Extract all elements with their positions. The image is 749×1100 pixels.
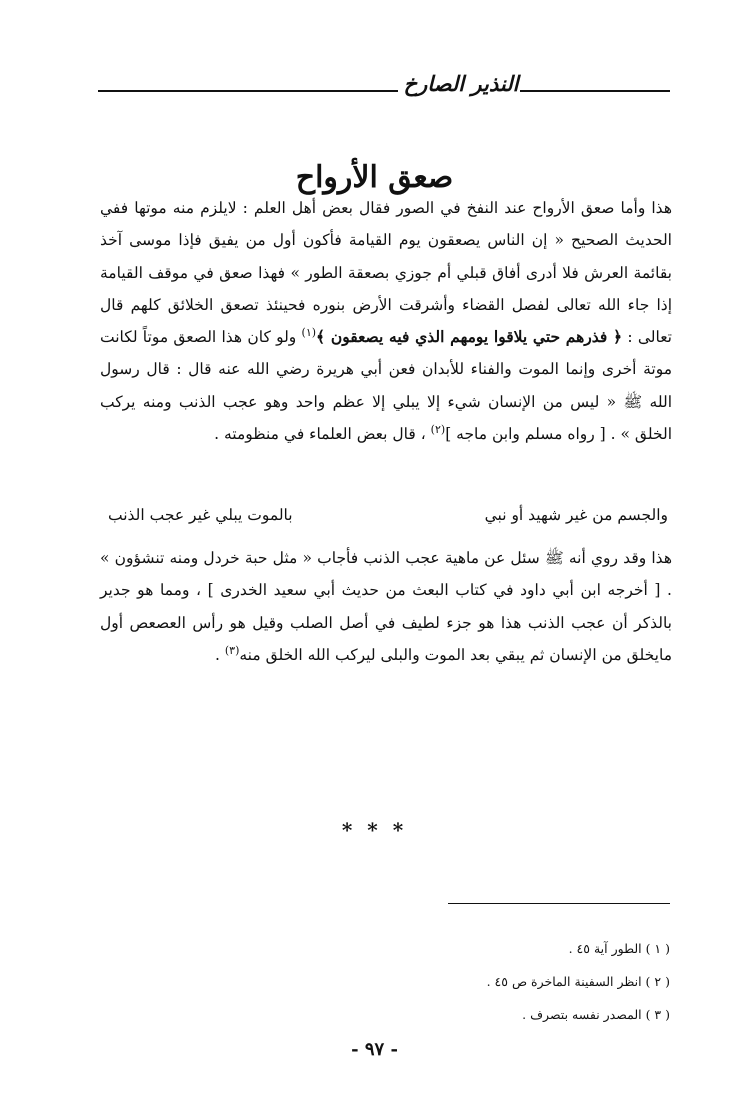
running-header-title: النذير الصارخ (403, 71, 519, 96)
footnotes (370, 932, 670, 1031)
verse-first-hemistich: والجسم من غير شهيد أو نبي (484, 506, 668, 524)
footnote-marker-2: (٢) (430, 422, 446, 436)
paragraph-1-text-a: هذا وأما صعق الأرواح عند النفخ في الصور فقال بعض أهل العلم : لايلزم منه موتها ففي الحديث الصحيح « إن الناس يصعقون يوم القيامة فأكون أول من يفيق فإذا موسى آخذ بقائمة العرش فلا أدرى أفاق قبلي أم جوزي بصعقة الطور » فهذا صعق في موقف القيامة إذا جاء الله تعالى لفصل القضاء وأشرقت الأرض بنوره فحينئذ تصعق الخلائق كلهم قال تعالى : (100, 199, 672, 347)
poem-verse (108, 499, 668, 531)
second-paragraph (100, 542, 672, 671)
paragraph-1-text-b: ولو كان هذا الصعق موتاً لكانت موتة أخرى وإنما الموت والفناء للأبدان فعن أبي هريرة رضي الله عنه قال : قال رسول الله ﷺ « ليس من الإنسان شيء إلا يبلي إلا عظم واحد وهو عجب الذنب ومنه يركب الخلق » . [ رواه مسلم وابن ماجه ] (100, 328, 672, 444)
footnote-3: ( ٣ ) المصدر نفسه بتصرف . (522, 1007, 670, 1022)
footnote-marker-1: (١) (301, 326, 317, 340)
page-number: - ٩٧ - (351, 1039, 398, 1060)
running-header (98, 72, 670, 96)
paragraph-1-text-c: ، قال بعض العلماء في منظومته . (214, 425, 426, 444)
footnote-divider (448, 903, 670, 904)
section-title: صعق الأرواح (295, 160, 454, 196)
verse-second-hemistich: بالموت يبلي غير عجب الذنب (108, 506, 293, 524)
main-paragraph (100, 192, 672, 450)
header-rule-left (98, 90, 398, 92)
quran-quote: ﴿ فذرهم حتي يلاقوا يومهم الذي فيه يصعقون ﴾ (316, 327, 623, 347)
section-separator: * * * (341, 818, 408, 842)
paragraph-2-text-a: هذا وقد روي أنه ﷺ سئل عن ماهية عجب الذنب فأجاب « مثل حبة خردل ومنه تنشؤون » . [ أخرجه ابن أبي داود في كتاب البعث من حديث أبي سعيد الخدرى ] ، ومما هو جدير بالذكر أن عجب الذنب هذا هو جزء لطيف في أصل الصلب وقيل هو رأس العصعص أول مايخلق من الإنسان ثم يبقي بعد الموت والبلى ليركب الله الخلق منه (100, 549, 672, 664)
footnote-marker-3: (٣) (224, 643, 240, 657)
paragraph-2-text-b: . (214, 645, 220, 664)
paragraph-2 (100, 542, 672, 671)
footnote-2: ( ٢ ) انظر السفينة الماخرة ص ٤٥ . (486, 974, 670, 989)
paragraph-1 (100, 192, 672, 450)
footnote-1: ( ١ ) الطور آية ٤٥ . (568, 941, 670, 956)
header-rule-right (520, 90, 670, 92)
